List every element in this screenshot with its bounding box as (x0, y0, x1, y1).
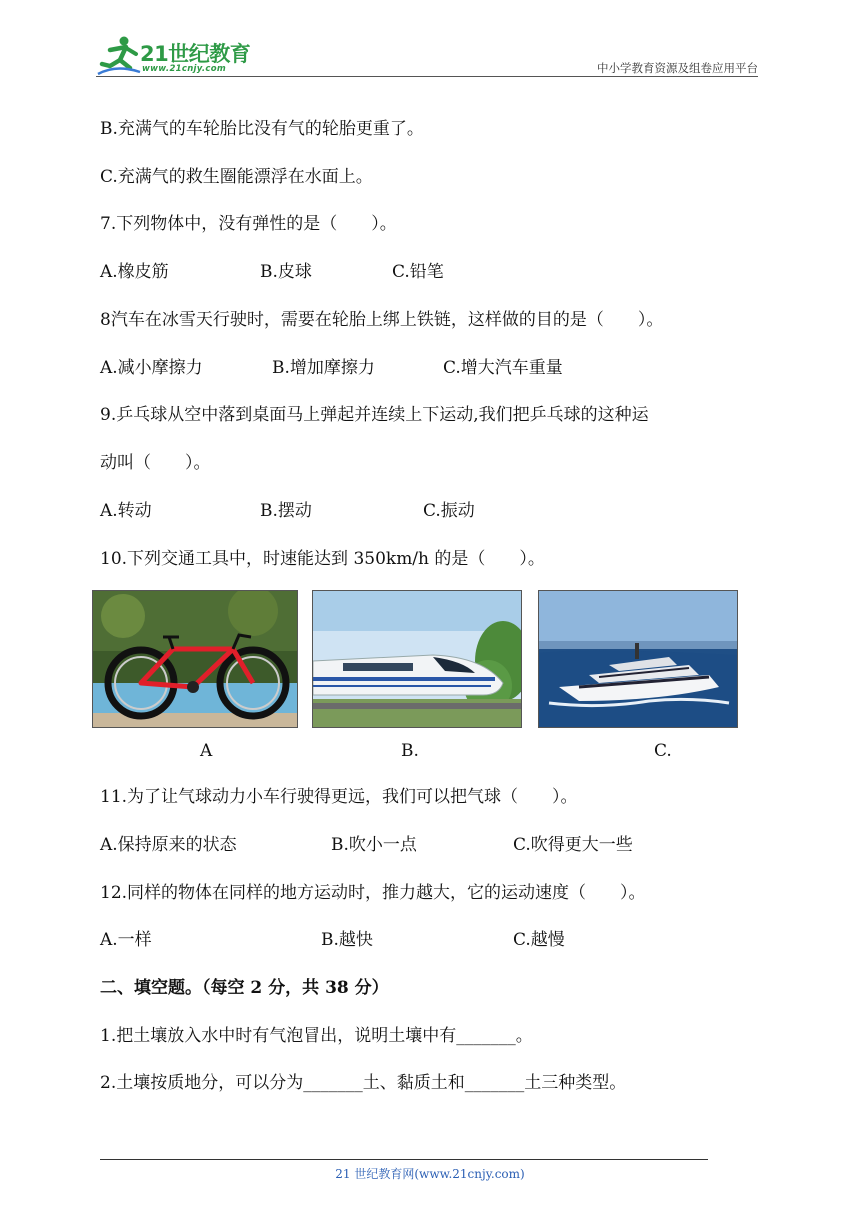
header-divider (96, 76, 758, 77)
question-7: 7.下列物体中，没有弹性的是（ ）。 (100, 214, 397, 234)
logo-text: 21世纪教育 (140, 42, 251, 66)
q8-option-b: B.增加摩擦力 (272, 358, 375, 378)
q7-option-b: B.皮球 (260, 262, 312, 282)
caption-a: A (200, 741, 213, 761)
q7-option-c: C.铅笔 (392, 262, 444, 282)
question-10: 10.下列交通工具中，时速能达到 350km/h 的是（ ）。 (100, 549, 545, 569)
question-11: 11.为了让气球动力小车行驶得更远，我们可以把气球（ ）。 (100, 787, 578, 807)
q7-option-a: A.橡皮筋 (100, 262, 169, 282)
fill-blank-1: 1.把土壤放入水中时有气泡冒出，说明土壤中有_______。 (100, 1026, 533, 1046)
logo-url: www.21cnjy.com (142, 64, 226, 74)
footer-divider (100, 1159, 708, 1160)
caption-b: B. (401, 741, 419, 761)
q9-option-b: B.摆动 (260, 501, 312, 521)
section-2-heading: 二、填空题。（每空 2 分，共 38 分） (100, 978, 389, 998)
bicycle-image (92, 590, 298, 728)
q11-option-a: A.保持原来的状态 (100, 835, 237, 855)
yacht-image (538, 590, 738, 728)
q8-option-c: C.增大汽车重量 (443, 358, 563, 378)
question-9-line-2: 动叫（ ）。 (100, 453, 211, 473)
fill-blank-2: 2.土壤按质地分，可以分为_______土、黏质土和_______土三种类型。 (100, 1073, 627, 1093)
q6-option-b: B.充满气的车轮胎比没有气的轮胎更重了。 (100, 119, 424, 139)
caption-c: C. (654, 741, 672, 761)
page-header (96, 34, 758, 78)
q8-option-a: A.减小摩擦力 (100, 358, 203, 378)
q9-option-c: C.振动 (423, 501, 475, 521)
footer-text: 21 世纪教育网(www.21cnjy.com) (335, 1167, 525, 1181)
q12-option-a: A.一样 (100, 930, 152, 950)
runner-logo-icon (96, 34, 142, 78)
platform-title: 中小学教育资源及组卷应用平台 (597, 61, 758, 75)
q6-option-c: C.充满气的救生圈能漂浮在水面上。 (100, 167, 373, 187)
logo (96, 34, 266, 78)
q12-option-b: B.越快 (321, 930, 373, 950)
train-image (312, 590, 522, 728)
q11-option-c: C.吹得更大一些 (513, 835, 633, 855)
q11-option-b: B.吹小一点 (331, 835, 417, 855)
q9-option-a: A.转动 (100, 501, 152, 521)
question-9-line-1: 9.乒乓球从空中落到桌面马上弹起并连续上下运动,我们把乒乓球的这种运 (100, 405, 649, 425)
question-12: 12.同样的物体在同样的地方运动时，推力越大，它的运动速度（ ）。 (100, 883, 646, 903)
q12-option-c: C.越慢 (513, 930, 565, 950)
question-8: 8汽车在冰雪天行驶时，需要在轮胎上绑上铁链，这样做的目的是（ ）。 (100, 310, 664, 330)
